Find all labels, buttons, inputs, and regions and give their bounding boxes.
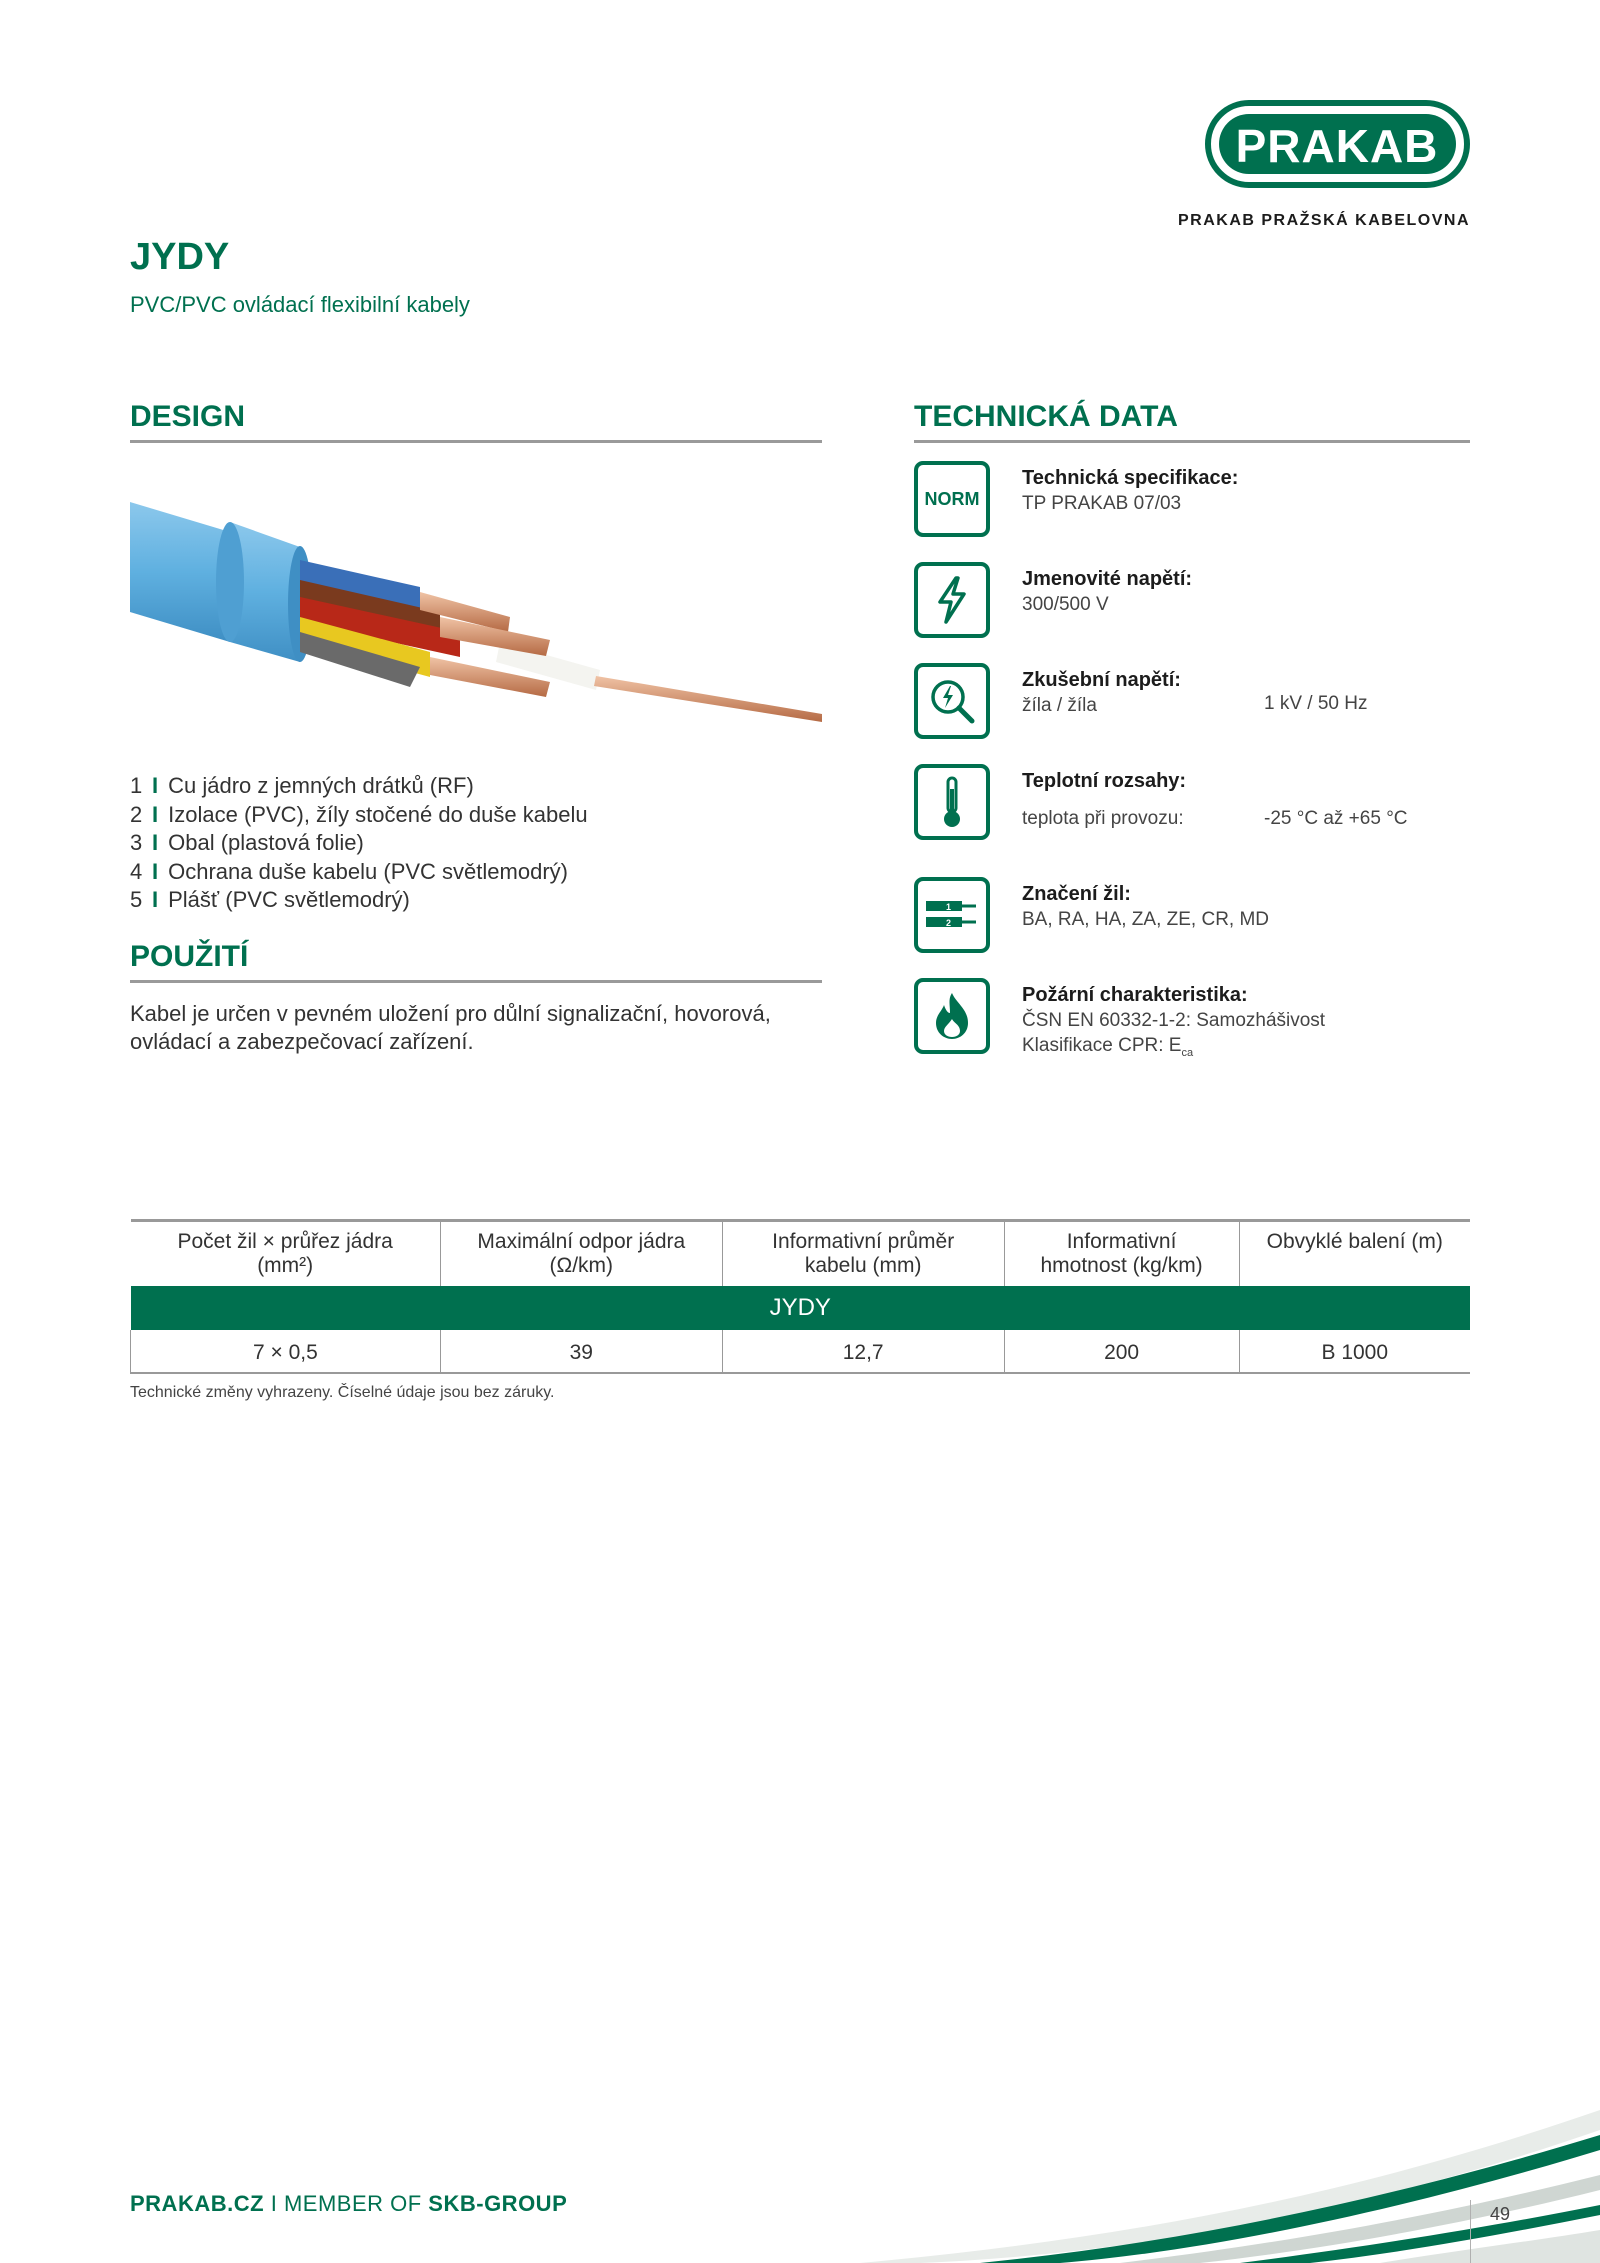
- spec-label: Požární charakteristika:: [1022, 984, 1248, 1006]
- table-cell: 200: [1004, 1330, 1239, 1373]
- design-list: [130, 772, 588, 915]
- spec-temperature: [914, 764, 1474, 844]
- spec-test-voltage: [914, 663, 1474, 743]
- table-cell: 39: [440, 1330, 722, 1373]
- cable-image: [130, 492, 822, 722]
- brand-subtitle: PRAKAB PRAŽSKÁ KABELOVNA: [1177, 212, 1470, 229]
- norm-icon: NORM: [914, 461, 990, 537]
- footer-text: PRAKAB.CZ I MEMBER OF SKB-GROUP: [130, 2191, 568, 2216]
- design-item: 2 I Izolace (PVC), žíly stočené do duše kabelu: [130, 801, 588, 827]
- table-header: Počet žil × průřez jádra (mm²): [177, 1230, 393, 1277]
- table-group-label: JYDY: [131, 1286, 1471, 1330]
- table-header: Obvyklé balení (m): [1239, 1221, 1470, 1287]
- design-item: 3 I Obal (plastová folie): [130, 830, 364, 855]
- table-header-row: [131, 1221, 1471, 1287]
- technical-heading: TECHNICKÁ DATA: [914, 400, 1470, 443]
- spec-label: Jmenovité napětí:: [1022, 568, 1193, 590]
- footer-site-link[interactable]: PRAKAB.CZ: [130, 2191, 265, 2216]
- spec-value-2: 1 kV / 50 Hz: [1264, 693, 1368, 714]
- spec-technical-specification: [914, 461, 1474, 541]
- footer-swoosh-graphic: [860, 2090, 1600, 2263]
- svg-text:2: 2: [946, 918, 952, 928]
- spec-value: ČSN EN 60332-1-2: Samozhášivost Klasifikace CPR: $E_{ca}$: [1022, 1010, 1326, 1059]
- prakab-logo: [1205, 100, 1470, 188]
- lightning-icon: [914, 562, 990, 638]
- table-cell: 7 × 0,5: [131, 1330, 441, 1373]
- spec-label: Teplotní rozsahy:: [1022, 770, 1187, 792]
- spec-table: [130, 1219, 1470, 1374]
- product-subtitle: PVC/PVC ovládací flexibilní kabely: [130, 292, 470, 317]
- spec-value: BA, RA, HA, ZA, ZE, CR, MD: [1022, 909, 1270, 930]
- spec-label: Zkušební napětí:: [1022, 669, 1181, 691]
- svg-text:PRAKAB: PRAKAB: [1235, 120, 1439, 172]
- spec-value: teplota při provozu:: [1022, 808, 1184, 829]
- svg-text:1: 1: [946, 902, 952, 912]
- flame-icon: [914, 978, 990, 1054]
- spec-label: Značení žil:: [1022, 883, 1131, 905]
- table-cell: 12,7: [722, 1330, 1004, 1373]
- spec-core-marking: [914, 877, 1474, 957]
- page-number-divider: [1470, 2200, 1471, 2263]
- test-voltage-icon: [914, 663, 990, 739]
- spec-rated-voltage: [914, 562, 1474, 642]
- disclaimer: Technické změny vyhrazeny. Číselné údaje jsou bez záruky.: [130, 1384, 555, 1401]
- design-item: 5 I Plášť (PVC světlemodrý): [130, 887, 410, 912]
- spec-value: 300/500 V: [1022, 594, 1109, 615]
- spec-value-2: -25 °C až +65 °C: [1264, 808, 1408, 829]
- page-number: 49: [1489, 2204, 1511, 2224]
- design-item: 4 I Ochrana duše kabelu (PVC světlemodrý): [130, 858, 568, 884]
- table-group-row: [131, 1286, 1471, 1330]
- spec-value: žíla / žíla: [1022, 695, 1097, 716]
- product-title: JYDY: [130, 236, 230, 278]
- spec-label: Technická specifikace:: [1022, 467, 1239, 489]
- design-item: 1 I Cu jádro z jemných drátků (RF): [130, 773, 474, 798]
- spec-fire: [914, 978, 1474, 1068]
- table-header: Informativní hmotnost (kg/km): [1004, 1221, 1239, 1287]
- table-cell: B 1000: [1239, 1330, 1470, 1373]
- usage-text: Kabel je určen v pevném uložení pro důlní signalizační, hovorová, ovládací a zabezpečovací zařízení.: [130, 1001, 771, 1054]
- table-row: [131, 1330, 1471, 1373]
- table-header: Informativní průměr kabelu (mm): [722, 1221, 1004, 1287]
- thermometer-icon: [914, 764, 990, 840]
- core-marking-icon: [914, 877, 990, 953]
- usage-heading: POUŽITÍ: [130, 940, 822, 983]
- spec-value: TP PRAKAB 07/03: [1022, 493, 1182, 514]
- table-header: Maximální odpor jádra (Ω/km): [440, 1221, 722, 1287]
- design-heading: DESIGN: [130, 400, 822, 443]
